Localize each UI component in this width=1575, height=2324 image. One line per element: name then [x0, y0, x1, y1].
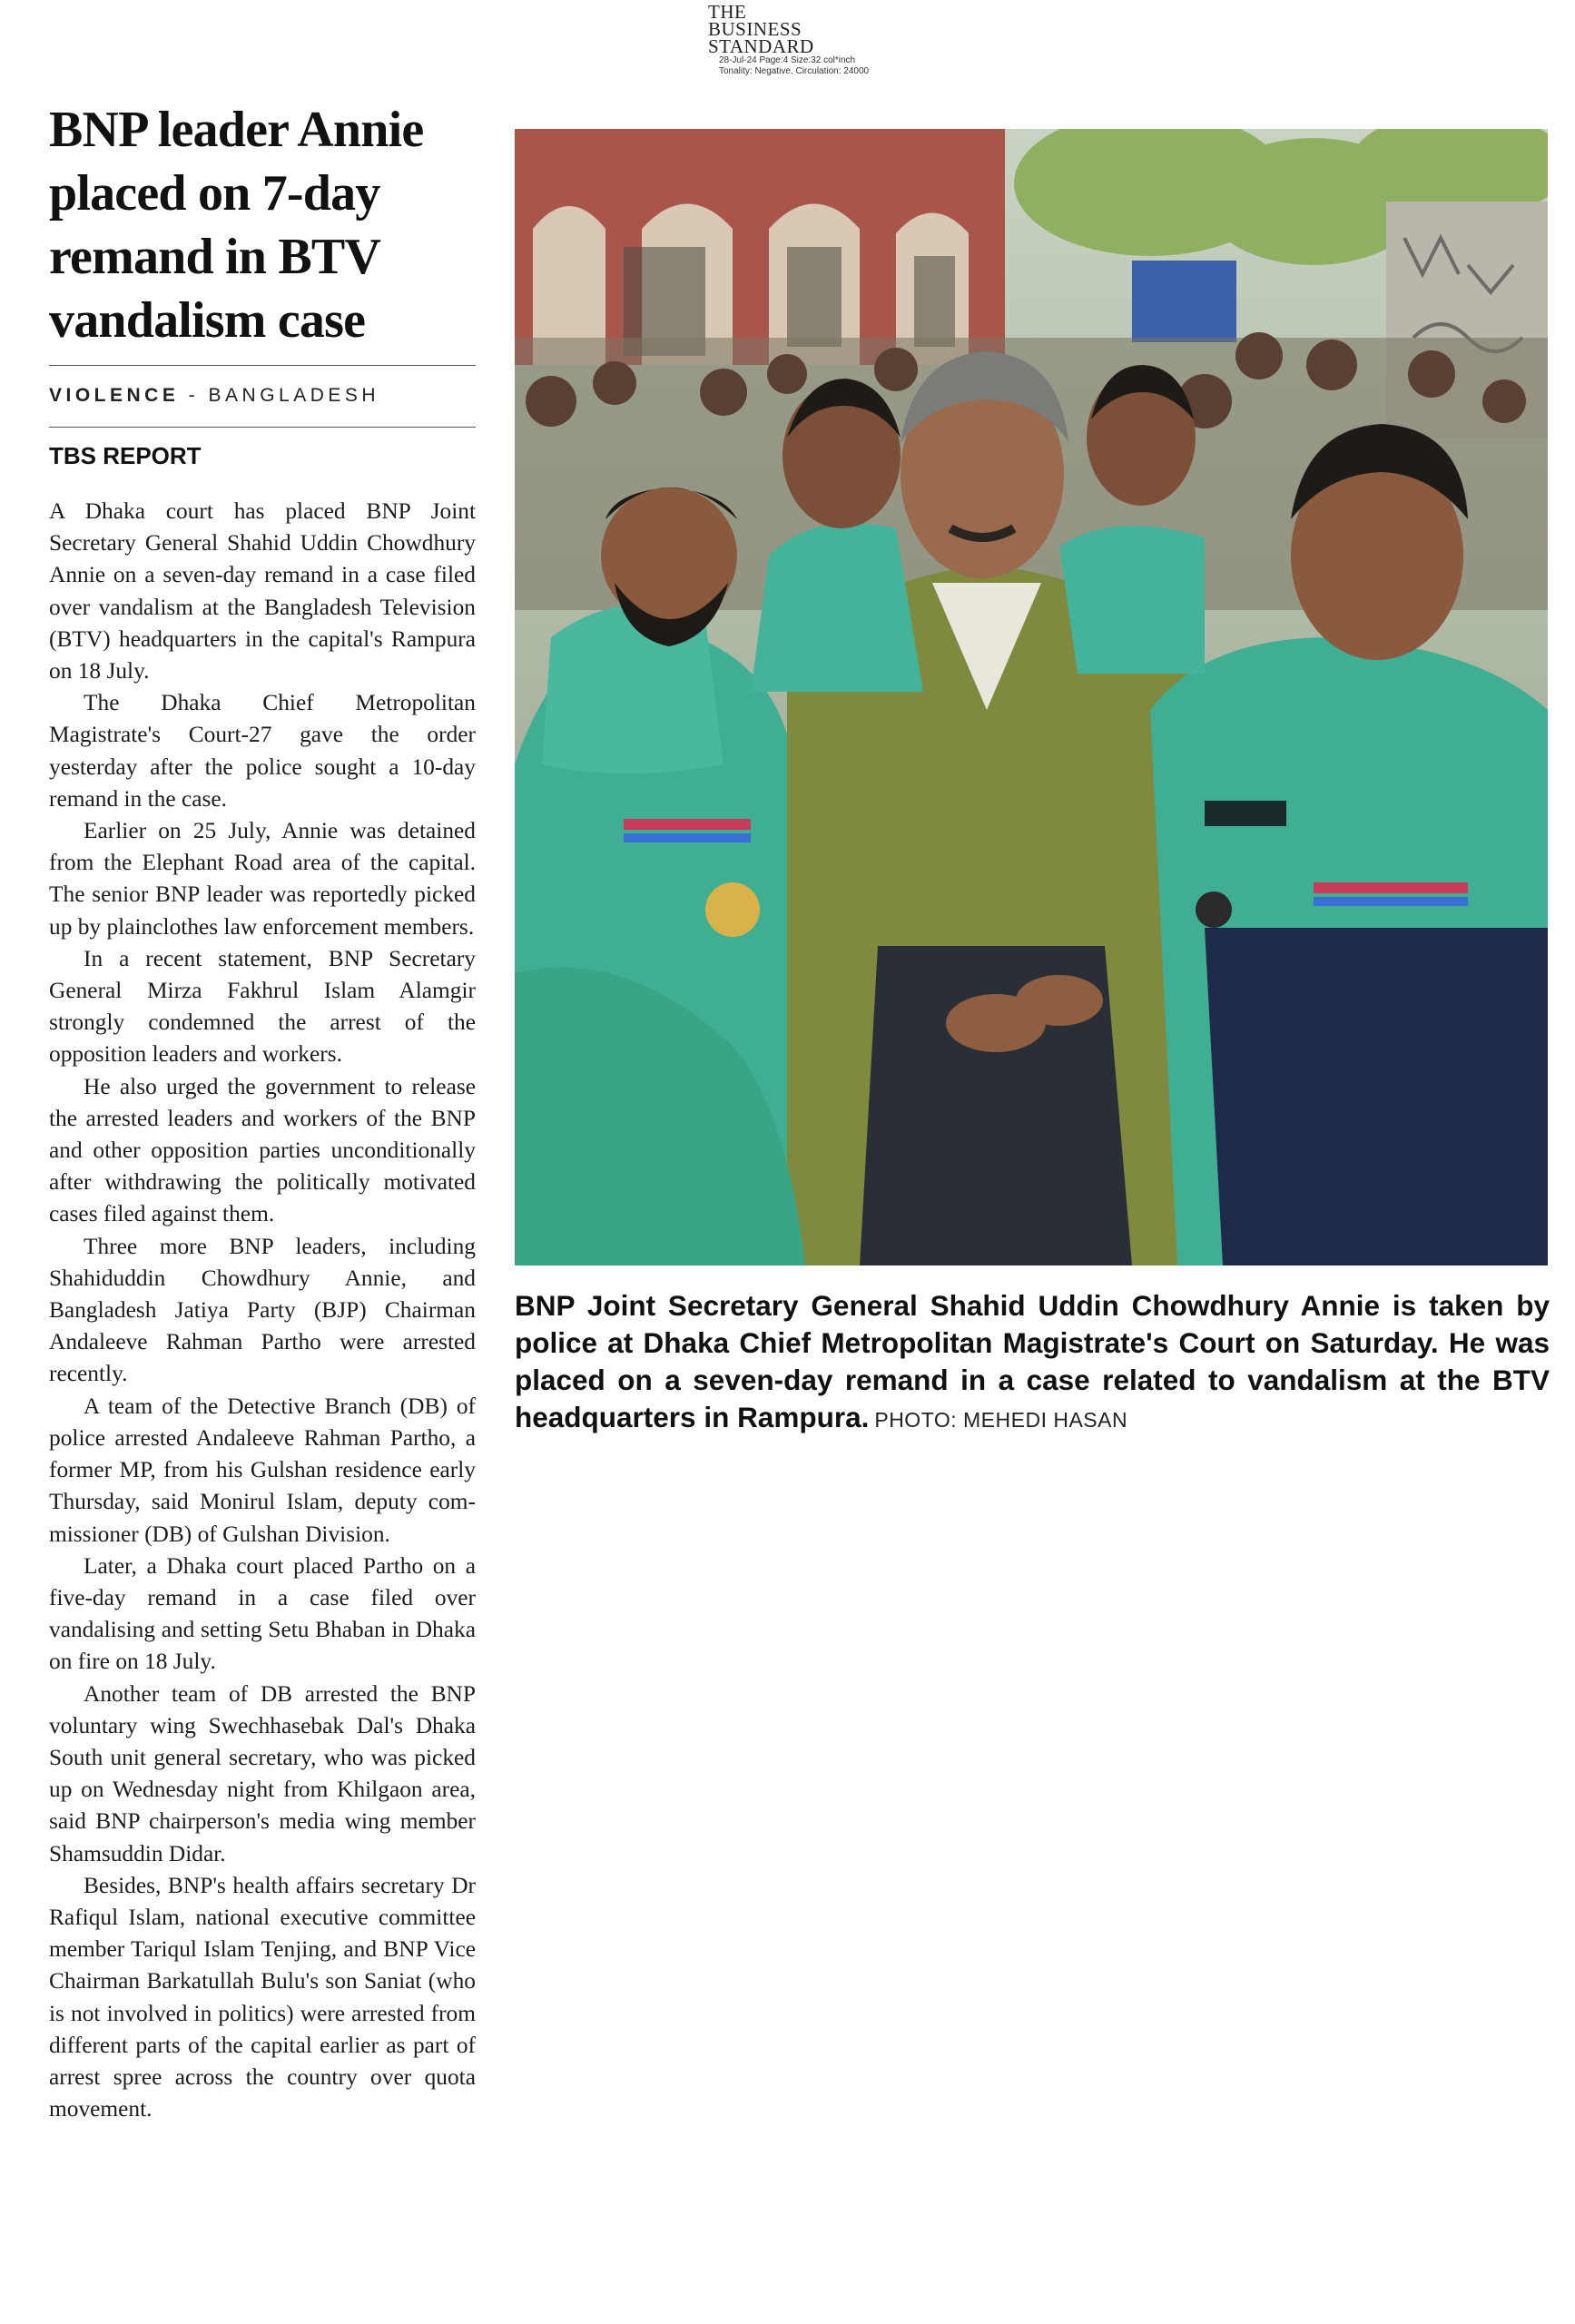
- byline: TBS REPORT: [49, 442, 202, 469]
- section-label: [49, 385, 476, 407]
- paragraph: The Dhaka Chief Metropolitan Magistrate's Court-27 gave the order yesterday after the police sought a 10-day remand in the case.: [49, 690, 476, 812]
- paragraph: A team of the Detective Branch (DB) of police arrested Andaleeve Rahman Partho, a former MP, from his Gulshan residence early Thursday, said Monirul Islam, deputy commissioner (DB) of Gulshan Division.: [49, 1393, 476, 1547]
- paragraph: In a recent statement, BNP Secretary General Mirza Fakhrul Islam Alamgir strongly condemned the arrest of the opposition leaders and workers.: [49, 945, 476, 1068]
- headline-line: BNP leader Annie: [49, 102, 424, 158]
- masthead-logo-line: BUSINESS: [708, 18, 802, 40]
- photo-credit: PHOTO: MEHEDI HASAN: [874, 1408, 1128, 1432]
- paragraph: A Dhaka court has placed BNP Joint Secretary General Shahid Uddin Chowdhury Annie on a seven-day remand in a case filed over vandalism at the Bangladesh Television (BTV) headquarters in the capital's Rampura on 18 July.: [49, 498, 476, 684]
- paragraph: He also urged the government to release the arrested leaders and workers of the BNP and other opposition parties unconditionally after withdrawing the politically motivated cases filed against them.: [49, 1073, 476, 1227]
- headline-line: placed on 7-day: [49, 165, 380, 222]
- paragraph: Three more BNP leaders, including Shahiduddin Chowdhury Annie, and Bangladesh Jatiya Party (BJP) Chairman Andaleeve Rahman Partho were arrested recently.: [49, 1233, 476, 1387]
- paragraph: Earlier on 25 July, Annie was detained from the Elephant Road area of the capital. The senior BNP leader was reportedly picked up by plainclothes law enforcement members.: [49, 818, 476, 940]
- section-main: VIOLENCE: [49, 385, 180, 406]
- caption-text: BNP Joint Secretary General Shahid Uddin Chowdhury Annie is taken by police at Dhaka Chief Metropolitan Magistrate's Court on Saturday. He was placed on a seven-day remand in a case related to vandalism at the BTV headquarters in Rampura.: [515, 1289, 1550, 1433]
- divider: [49, 427, 476, 428]
- paragraph: Later, a Dhaka court placed Partho on a five-day remand in a case filed over vandalising and setting Setu Bhaban in Dhaka on fire on 18 July.: [49, 1552, 476, 1675]
- news-photo: [515, 129, 1548, 1265]
- clipping-meta-line: 28-Jul-24 Page:4 Size:32 col*inch: [719, 55, 856, 65]
- headline-line: remand in BTV: [49, 229, 381, 285]
- masthead: [708, 1, 890, 77]
- blue-kiosk: [1132, 261, 1236, 342]
- divider: [49, 365, 476, 366]
- section-separator: -: [179, 385, 209, 406]
- clipping-meta-line: Tonality: Negative, Circulation: 24000: [719, 66, 870, 76]
- article-body: [49, 496, 476, 2125]
- paragraph: Another team of DB arrested the BNP voluntary wing Swechhasebak Dal's Dhaka South unit general secretary, who was picked up on Wednesday night from Khilgaon area, said BNP chairperson's media wing member Shamsuddin Didar.: [49, 1680, 476, 1866]
- section-sub: BANGLADESH: [208, 385, 380, 406]
- paragraph: Besides, BNP's health affairs secretary Dr Rafiqul Islam, national executive committee member Tariqul Islam Tenjing, and BNP Vice Chairman Barkatullah Bulu's son Saniat (who is not involved in politics) were arrested from different parts of the capital earlier as part of arrest spree across the country over quota movement.: [49, 1872, 476, 2122]
- photo-illustration: [515, 129, 1548, 1265]
- headline-line: vandalism case: [49, 292, 366, 349]
- masthead-logo-line: THE: [708, 1, 747, 23]
- masthead-logo-line: STANDARD: [708, 35, 814, 57]
- headline: [49, 98, 485, 352]
- photo-caption: [515, 1287, 1550, 1439]
